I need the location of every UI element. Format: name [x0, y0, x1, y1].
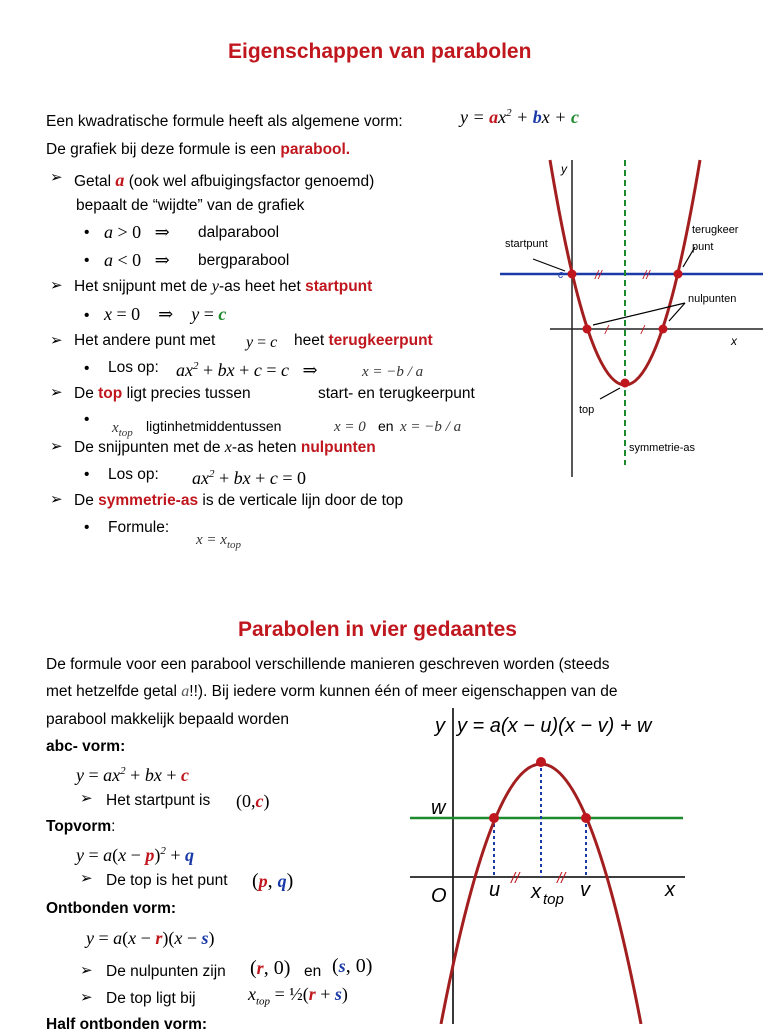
arrow-bullet-icon: ➢	[80, 989, 93, 1006]
startpunt-label: startpunt	[505, 238, 548, 250]
nulpunten-line: De nulpunten zijn	[106, 963, 226, 980]
sub-bullet: •	[84, 411, 90, 428]
arrow-bullet-icon: ➢	[50, 277, 63, 294]
symmetrie-label: symmetrie-as	[629, 442, 696, 454]
graph-formula: y = a(x − u)(x − v) + w	[457, 715, 652, 737]
bullet-a-text-2: bepaalt de “wijdte” van de grafiek	[76, 197, 305, 214]
arrow-bullet-icon: ➢	[50, 438, 63, 455]
nulpunten-equation: $ax^2$ + bx + c = 0	[192, 468, 306, 488]
bergparabool-label: bergparabool	[198, 252, 290, 269]
intro-paragraph-2: met hetzelfde getal a!!). Bij iedere vorm kunnen één of meer eigenschappen van de	[46, 683, 618, 700]
xtop-label: x	[531, 881, 541, 903]
midden-text: ligtinhetmiddentussen	[146, 418, 282, 434]
axis-x-label: x	[731, 334, 737, 348]
svg-text:/: /	[641, 323, 645, 337]
x-zero-formula: x = 0 ⇒ y = c	[104, 304, 227, 324]
axis-y-label: y	[561, 162, 567, 176]
c-label: c	[558, 269, 564, 281]
intro-line: Een kwadratische formule heeft als algemene vorm:	[46, 113, 403, 130]
xtop-subscript: top	[543, 891, 564, 908]
v-label: v	[580, 879, 590, 901]
startpunt-line: Het startpunt is	[106, 792, 211, 809]
terugkeer-solution: x = −b / a	[362, 364, 424, 380]
intro-paragraph-1: De formule voor een parabool verschillende manieren geschreven worden (steeds	[46, 656, 610, 673]
toppunt-point: (p, q)	[252, 870, 294, 892]
topvorm-formula: $y = a(x - p)^2 + q$	[76, 845, 194, 865]
arrow-bullet-icon: ➢	[80, 870, 93, 887]
top-text: De top ligt precies tussen	[74, 385, 251, 402]
sub-bullet: •	[84, 252, 90, 269]
x-top-symbol: $x_{top}$	[112, 420, 133, 439]
startpunt-text: Het snijpunt met de y-as heet het startpunt	[74, 278, 373, 295]
startpunt-point: (0,c)	[236, 791, 270, 811]
arrow-bullet-icon: ➢	[80, 790, 93, 807]
intro-paragraph-3: parabool makkelijk bepaald worden	[46, 711, 289, 728]
los-op-label: Los op:	[108, 359, 159, 376]
ontbonden-heading: Ontbonden vorm:	[46, 900, 177, 917]
sub-bullet: •	[84, 307, 90, 324]
sub-bullet: •	[84, 224, 90, 241]
w-label: w	[431, 797, 446, 819]
a-positive-formula: a > 0 ⇒	[104, 222, 170, 242]
nulpunt-r: (r, 0)	[250, 957, 291, 979]
svg-text://: //	[595, 268, 602, 282]
arrow-bullet-icon: ➢	[50, 491, 63, 508]
symmetrie-text: De symmetrie-as is de verticale lijn door de top	[74, 492, 404, 509]
nulpunt-s: (s, 0)	[332, 955, 373, 977]
ontbonden-formula: y = a(x − r)(x − s)	[86, 928, 215, 948]
x-minb-a-small: x = −b / a	[400, 419, 462, 435]
svg-text://: //	[557, 870, 566, 887]
arrow-bullet-icon: ➢	[50, 332, 63, 349]
u-label: u	[489, 879, 501, 901]
parabola-line: De grafiek bij deze formule is een parabool.	[46, 141, 351, 158]
top-ligt-line: De top ligt bij	[106, 990, 196, 1007]
parabola-curve-2	[441, 764, 641, 1024]
xtop-formula: $x_{top}$ = ½(r + s)	[248, 984, 348, 1008]
terugkeer-label-2: punt	[692, 241, 714, 253]
parabola-diagram	[495, 155, 765, 485]
general-formula: $y = ax^2$ + bx + c	[460, 107, 579, 127]
parabola-uvw-diagram	[405, 706, 725, 1024]
top-text-b: start- en terugkeerpunt	[318, 385, 475, 402]
half-ontbonden-heading: Half ontbonden vorm:	[46, 1016, 208, 1033]
origin-label: O	[431, 885, 447, 907]
top-label: top	[579, 404, 595, 416]
arrow-bullet-icon: ➢	[50, 169, 63, 186]
symmetrie-formula: $x = x_{top}$	[196, 532, 241, 551]
axis-x-label-2: x	[665, 879, 675, 901]
terugkeerpunt-text-b: heet terugkeerpunt	[294, 332, 433, 349]
toppunt-line: De top is het punt	[106, 872, 228, 889]
axis-y-label-2: y	[435, 715, 445, 737]
sub-bullet: •	[84, 519, 90, 536]
section-title: Parabolen in vier gedaantes	[238, 618, 517, 641]
dalparabool-label: dalparabool	[198, 224, 280, 241]
nulpunten-text: De snijpunten met de x-as heten nulpunten	[74, 439, 376, 456]
sub-bullet: •	[84, 466, 90, 483]
terugkeer-label-1: terugkeer	[692, 224, 739, 236]
abc-vorm-heading: abc- vorm:	[46, 738, 126, 755]
formule-label: Formule:	[108, 519, 170, 536]
svg-text:/: /	[605, 323, 609, 337]
y-eq-c-formula: y = c	[246, 334, 278, 351]
x-zero-small: x = 0	[334, 419, 366, 435]
sub-bullet: •	[84, 360, 90, 377]
page-title: Eigenschappen van parabolen	[228, 40, 532, 63]
a-negative-formula: a < 0 ⇒	[104, 250, 170, 270]
abc-formula: $y = ax^2$ + bx + c	[76, 765, 189, 785]
svg-text://: //	[643, 268, 650, 282]
en-label: en	[378, 418, 394, 434]
svg-text://: //	[511, 870, 520, 887]
arrow-bullet-icon: ➢	[50, 384, 63, 401]
nulpunten-label: nulpunten	[688, 293, 737, 305]
terugkeer-equation: $ax^2$ + bx + c = c ⇒	[176, 360, 318, 380]
arrow-bullet-icon: ➢	[80, 962, 93, 979]
en-label-2: en	[304, 963, 322, 980]
bullet-a-text: Getal a (ook wel afbuigingsfactor genoemd)	[74, 170, 375, 190]
terugkeerpunt-text-a: Het andere punt met	[74, 332, 216, 349]
topvorm-heading: Topvorm:	[46, 818, 116, 835]
los-op-label-2: Los op:	[108, 466, 159, 483]
